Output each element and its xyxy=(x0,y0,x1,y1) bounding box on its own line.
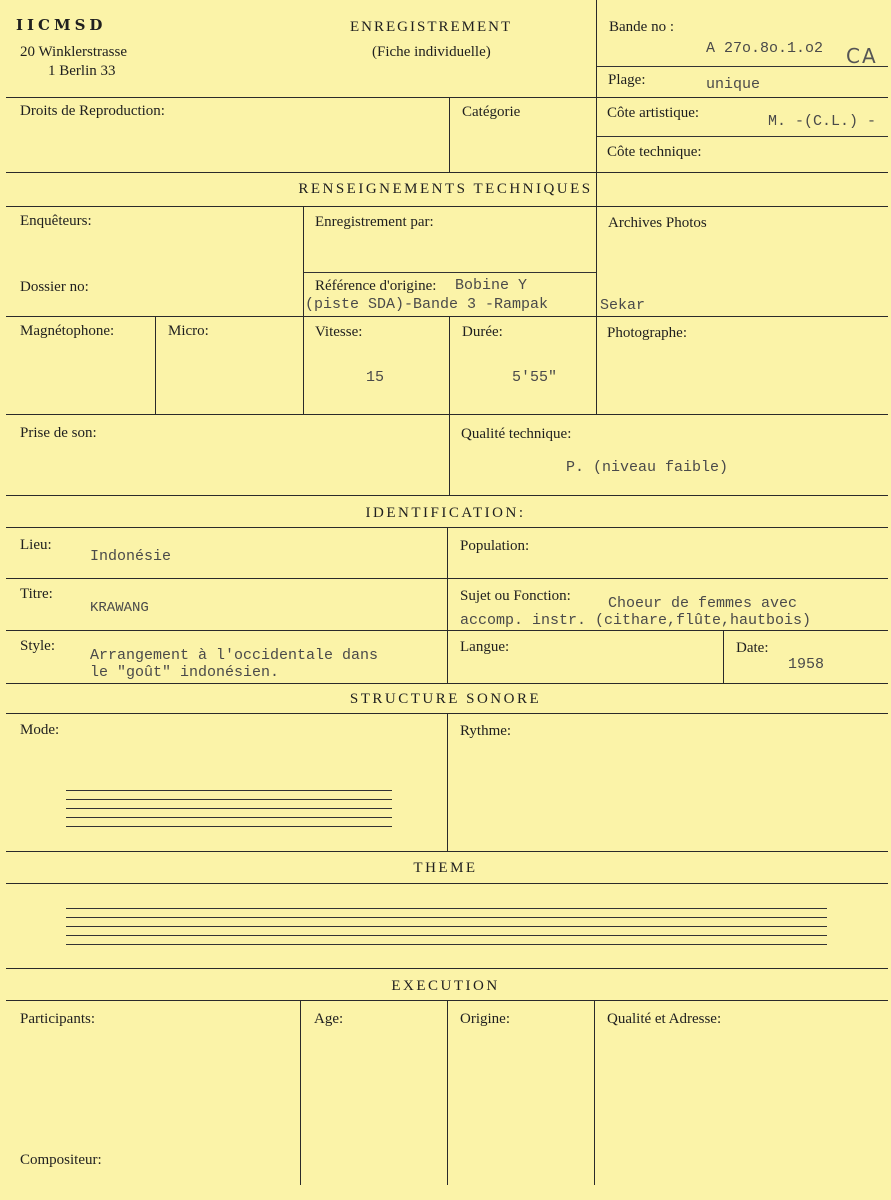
rule-struct-v xyxy=(447,713,448,851)
rule-techn-v2 xyxy=(596,206,597,414)
origine-label: Origine: xyxy=(460,1011,510,1027)
prise-de-son-label: Prise de son: xyxy=(20,425,97,441)
cote-technique-label: Côte technique: xyxy=(607,144,702,160)
cote-artistique-label: Côte artistique: xyxy=(607,105,700,121)
mode-staff-line xyxy=(66,817,392,818)
bande-handwritten-mark: CA xyxy=(846,44,878,68)
theme-staff-line xyxy=(66,917,827,918)
date-label: Date: xyxy=(736,640,769,656)
plage-label: Plage: xyxy=(608,72,646,88)
age-label: Age: xyxy=(314,1011,344,1027)
theme-staff-line xyxy=(66,935,827,936)
rule-mode-bottom xyxy=(6,851,888,852)
compositeur-label: Compositeur: xyxy=(20,1152,102,1168)
org-logo: IICMSD xyxy=(16,16,107,34)
rule-prise-v xyxy=(449,414,450,495)
plage-value: unique xyxy=(706,76,761,93)
sujet-value-2: accomp. instr. (cithare,flûte,hautbois) xyxy=(460,612,812,629)
reference-value-3: Sekar xyxy=(600,297,646,314)
rule-header-v1 xyxy=(596,0,597,206)
participants-label: Participants: xyxy=(20,1011,95,1027)
lieu-label: Lieu: xyxy=(20,537,52,553)
photographe-label: Photographe: xyxy=(607,325,687,341)
theme-staff-line xyxy=(66,926,827,927)
section-title-execution: EXECUTION xyxy=(391,978,500,994)
enqueteurs-label: Enquêteurs: xyxy=(20,213,92,229)
rule-exec-v2 xyxy=(447,1000,448,1185)
section-title-identification: IDENTIFICATION: xyxy=(365,505,526,521)
rule-enreg-bottom xyxy=(303,272,596,273)
langue-label: Langue: xyxy=(460,639,510,655)
address-line2: 1 Berlin 33 xyxy=(48,63,116,79)
rythme-label: Rythme: xyxy=(460,723,512,739)
qualite-adresse-label: Qualité et Adresse: xyxy=(607,1011,722,1027)
theme-staff-line xyxy=(66,944,827,945)
form-subtitle: (Fiche individuelle) xyxy=(372,44,491,60)
mode-staff-line xyxy=(66,808,392,809)
cote-artistique-value: M. -(C.L.) - xyxy=(768,113,877,130)
population-label: Population: xyxy=(460,538,530,554)
rule-theme-title-bottom xyxy=(6,883,888,884)
reference-label: Référence d'origine: xyxy=(315,278,437,294)
style-label: Style: xyxy=(20,638,56,654)
rule-techn-v1 xyxy=(303,206,304,414)
rule-dossier-bottom xyxy=(6,316,888,317)
rule-rights-bottom xyxy=(6,172,888,173)
archives-photos-label: Archives Photos xyxy=(608,215,707,231)
rule-date-v xyxy=(723,630,724,683)
rule-plage-top xyxy=(596,66,888,67)
reference-value-2: (piste SDA)-Bande 3 -Rampak xyxy=(305,296,549,313)
mode-staff-line xyxy=(66,799,392,800)
vitesse-label: Vitesse: xyxy=(315,324,363,340)
bande-value: A 27o.8o.1.o2 xyxy=(706,40,824,57)
theme-staff-line xyxy=(66,908,827,909)
rule-exec-v1 xyxy=(300,1000,301,1185)
mode-staff-line xyxy=(66,826,392,827)
rule-theme-bottom xyxy=(6,968,888,969)
style-value-1: Arrangement à l'occidentale dans xyxy=(90,647,379,664)
rule-magneto-v1 xyxy=(155,316,156,414)
droits-label: Droits de Reproduction: xyxy=(20,103,165,119)
rule-techn-title-bottom xyxy=(6,206,888,207)
section-title-technique: RENSEIGNEMENTS TECHNIQUES xyxy=(298,181,593,197)
form-title: ENREGISTREMENT xyxy=(350,19,513,35)
enregistrement-par-label: Enregistrement par: xyxy=(315,214,434,230)
qualite-technique-value: P. (niveau faible) xyxy=(566,459,729,476)
rule-header-bottom xyxy=(6,97,888,98)
duree-value: 5'55" xyxy=(512,369,558,386)
rule-cote-mid xyxy=(596,136,888,137)
rule-exec-v3 xyxy=(594,1000,595,1185)
rule-magneto-bottom xyxy=(6,414,888,415)
dossier-label: Dossier no: xyxy=(20,279,89,295)
rule-magneto-v2 xyxy=(449,316,450,414)
titre-value: KRAWANG xyxy=(90,600,149,616)
section-title-structure: STRUCTURE SONORE xyxy=(349,691,542,707)
micro-label: Micro: xyxy=(168,323,209,339)
rule-ident-v xyxy=(447,527,448,683)
duree-label: Durée: xyxy=(462,324,503,340)
sujet-label: Sujet ou Fonction: xyxy=(460,588,571,604)
magnetophone-label: Magnétophone: xyxy=(20,323,115,339)
categorie-label: Catégorie xyxy=(462,104,521,120)
address-line1: 20 Winklerstrasse xyxy=(20,44,128,60)
mode-label: Mode: xyxy=(20,722,60,738)
date-value: 1958 xyxy=(788,656,825,673)
vitesse-value: 15 xyxy=(366,369,385,386)
rule-style-bottom xyxy=(6,683,888,684)
lieu-value: Indonésie xyxy=(90,548,172,565)
mode-staff-line xyxy=(66,790,392,791)
bande-label: Bande no : xyxy=(609,19,674,35)
rule-categorie-v xyxy=(449,97,450,172)
sujet-value-1: Choeur de femmes avec xyxy=(608,595,798,612)
style-value-2: le "goût" indonésien. xyxy=(90,664,280,681)
qualite-technique-label: Qualité technique: xyxy=(461,426,572,442)
reference-value-1: Bobine Y xyxy=(455,277,528,294)
rule-prise-bottom xyxy=(6,495,888,496)
titre-label: Titre: xyxy=(20,586,53,602)
section-title-theme: THEME xyxy=(413,860,478,876)
